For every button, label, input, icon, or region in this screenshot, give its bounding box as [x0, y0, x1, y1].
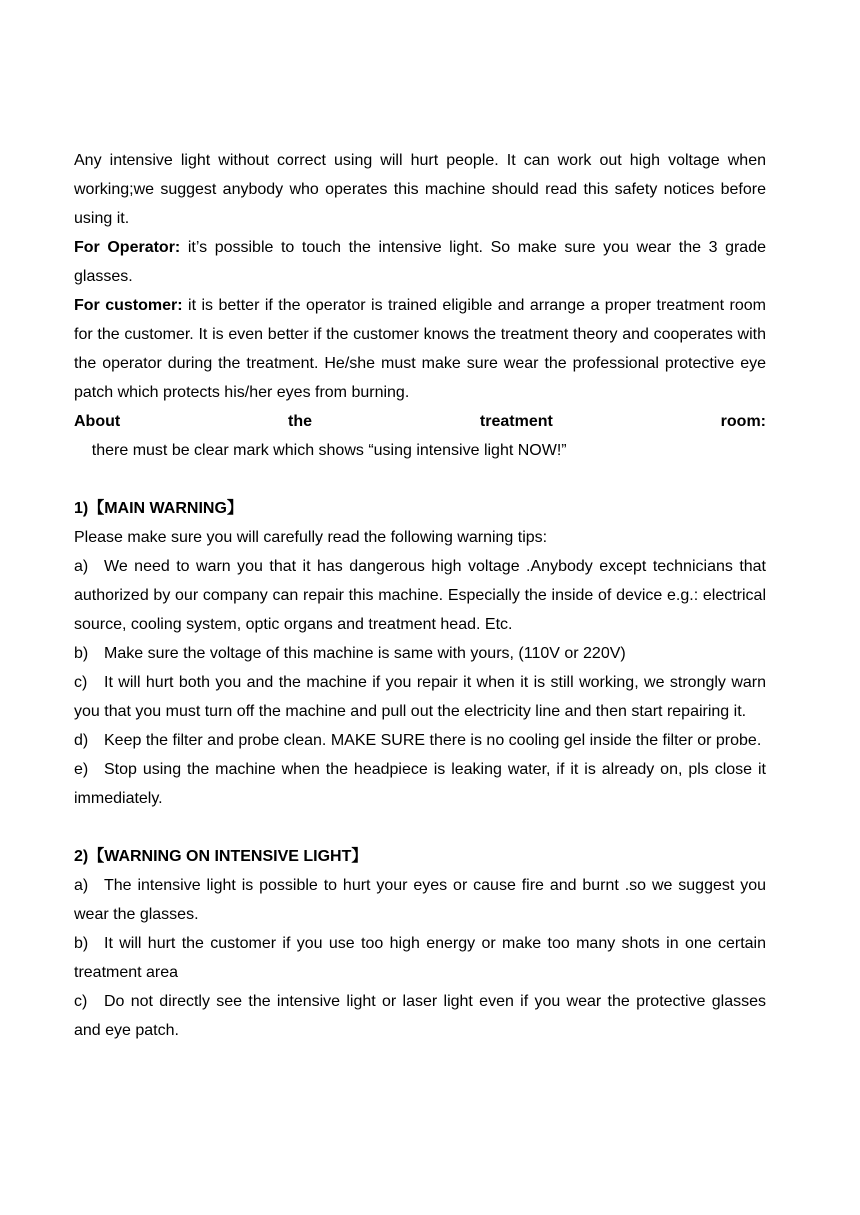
- spacer: [74, 465, 766, 494]
- intro-paragraph: Any intensive light without correct using will hurt people. It can work out high voltage when working;we suggest anybody who operates this machine should read this safety notices before using it.: [74, 152, 766, 227]
- light-warning-item-b: [74, 929, 766, 987]
- main-warning-item-a: [74, 552, 766, 639]
- item-letter: b): [74, 935, 89, 952]
- main-warning-item-c: [74, 668, 766, 726]
- item-letter: a): [74, 877, 89, 894]
- main-warning-intro: Please make sure you will carefully read the following warning tips:: [74, 529, 548, 546]
- item-text: We need to warn you that it has dangerous high voltage .Anybody except technicians that authorized by our company can repair this machine. Especially the inside of device e.g.: electrical source, cooling system, optic organs and treatment head. Etc.: [74, 558, 766, 633]
- item-text: Make sure the voltage of this machine is same with yours, (110V or 220V): [104, 645, 626, 662]
- item-letter: e): [74, 761, 89, 778]
- treatment-room-paragraph: [74, 407, 766, 465]
- main-warning-heading: 1)【MAIN WARNING】: [74, 500, 243, 517]
- customer-label: For customer:: [74, 297, 183, 314]
- item-letter: c): [74, 993, 88, 1010]
- item-text: The intensive light is possible to hurt your eyes or cause fire and burnt .so we suggest you wear the glasses.: [74, 877, 766, 923]
- customer-text: it is better if the operator is trained eligible and arrange a proper treatment room for the customer. It is even better if the customer knows the treatment theory and cooperates with the operator during the treatment. He/she must make sure wear the professional protective eye patch which protects his/her eyes from burning.: [74, 297, 766, 401]
- main-warning-item-e: [74, 755, 766, 813]
- treatment-room-text: there must be clear mark which shows “using intensive light NOW!”: [74, 442, 567, 459]
- customer-paragraph: [74, 291, 766, 407]
- light-warning-item-c: [74, 987, 766, 1045]
- light-warning-heading: 2)【WARNING ON INTENSIVE LIGHT】: [74, 848, 368, 865]
- light-warning-item-a: [74, 871, 766, 929]
- operator-paragraph: [74, 233, 766, 291]
- item-letter: a): [74, 558, 89, 575]
- treatment-room-label: About the treatment room:: [74, 413, 766, 430]
- item-text: Keep the filter and probe clean. MAKE SURE there is no cooling gel inside the filter or probe.: [104, 732, 762, 749]
- item-letter: b): [74, 645, 89, 662]
- main-warning-item-b: [74, 639, 766, 668]
- document-body: [74, 146, 766, 1045]
- item-letter: c): [74, 674, 88, 691]
- item-text: It will hurt the customer if you use too high energy or make too many shots in one certain treatment area: [74, 935, 766, 981]
- operator-text: it’s possible to touch the intensive light. So make sure you wear the 3 grade glasses.: [74, 239, 766, 285]
- item-text: It will hurt both you and the machine if you repair it when it is still working, we strongly warn you that you must turn off the machine and pull out the electricity line and then start repairing it.: [74, 674, 766, 720]
- spacer: [74, 813, 766, 842]
- main-warning-item-d: [74, 726, 766, 755]
- item-text: Do not directly see the intensive light or laser light even if you wear the protective glasses and eye patch.: [74, 993, 766, 1039]
- operator-label: For Operator:: [74, 239, 181, 256]
- item-letter: d): [74, 732, 89, 749]
- item-text: Stop using the machine when the headpiece is leaking water, if it is already on, pls close it immediately.: [74, 761, 766, 807]
